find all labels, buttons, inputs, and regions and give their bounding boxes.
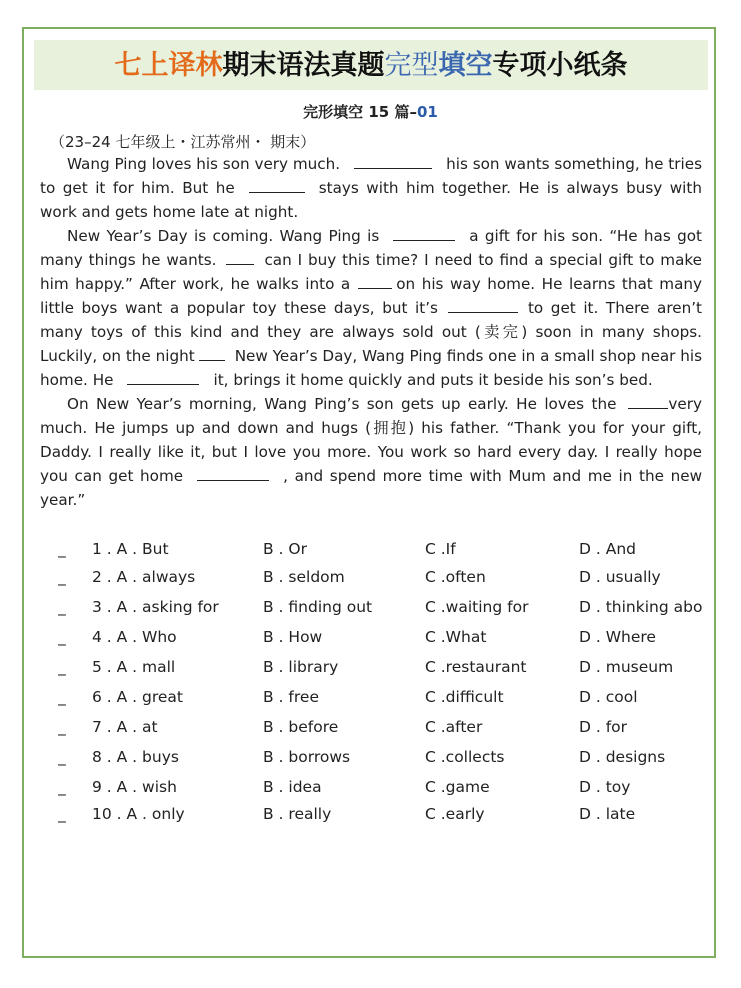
option-b: B . borrows [263,748,351,766]
option-b: B . seldom [263,568,345,586]
option-a: 7 . A . at [92,718,158,736]
answer-slot[interactable]: _ [58,778,66,796]
option-b: B . before [263,718,339,736]
page-title [34,40,708,90]
option-c: C .after [425,718,483,736]
option-a: 9 . A . wish [92,778,177,796]
option-b: B . Or [263,540,307,558]
section-subtitle [0,101,741,122]
question-row [58,540,708,564]
answer-slot[interactable]: _ [58,568,66,586]
answer-blank [393,225,455,241]
answer-blank [249,177,305,193]
passage-text: New Year’s Day is coming. Wang Ping is [67,227,380,245]
option-c: C .collects [425,748,505,766]
passage-text: New Year’s Day, Wang Ping finds one in a small shop near his home. He [40,347,702,389]
option-c: C .What [425,628,487,646]
passage-text: his son wants something, he tries to get it for him. But he [40,155,702,197]
answer-slot[interactable]: _ [58,718,66,736]
answer-slot[interactable]: _ [58,748,66,766]
question-row [58,688,708,712]
option-d: D . And [579,540,636,558]
passage-text: Wang Ping loves his son very much. [67,155,341,173]
title-part-5: 专项小纸条 [492,50,628,81]
question-row [58,748,708,772]
question-row [58,718,708,742]
option-c: C .early [425,805,485,823]
question-row [58,805,708,829]
answer-blank [199,345,225,361]
answer-slot[interactable]: _ [58,805,66,823]
passage-text: it, brings it home quickly and puts it beside his son’s bed. [213,371,653,389]
option-d: D . toy [579,778,631,796]
option-b: B . How [263,628,323,646]
option-b: B . idea [263,778,322,796]
option-a: 5 . A . mall [92,658,176,676]
passage-text: On New Year’s morning, Wang Ping’s son gets up early. He loves the [67,395,617,413]
passage-text: to get it. There aren’t many toys of this kind and they are always sold out (卖完) soon in many shops. Luckily, on the night [40,299,703,365]
option-d: D . designs [579,748,666,766]
option-c: C .waiting for [425,598,529,616]
answer-slot[interactable]: _ [58,688,66,706]
option-c: C .game [425,778,490,796]
answer-slot[interactable]: _ [58,658,66,676]
passage-text: can I buy this time? I need to find a special gift to make him happy.” After work, he walks into a [40,251,702,293]
answer-slot[interactable]: _ [58,598,66,616]
option-a: 2 . A . always [92,568,196,586]
exam-source: （23–24 七年级上・江苏常州・ 期末） [50,133,316,151]
answer-blank [197,465,269,481]
option-d: D . cool [579,688,638,706]
title-part-4: 填空 [438,50,493,81]
answer-blank [127,369,199,385]
option-c: C .often [425,568,486,586]
option-c: C .restaurant [425,658,527,676]
answer-blank [226,249,254,265]
answer-slot[interactable]: _ [58,628,66,646]
answer-blank [354,153,432,169]
question-row [58,628,708,652]
option-a: 6 . A . great [92,688,184,706]
option-d: D . Where [579,628,656,646]
option-b: B . really [263,805,332,823]
title-part-2: 期末语法真题 [222,50,385,81]
subtitle-text: 完形填空 15 篇– [303,103,417,121]
passage-text: on his way home. He learns that many little boys want a popular toy these days, but it’s [40,275,702,317]
option-b: B . finding out [263,598,373,616]
passage-text: , and spend more time with Mum and me in the new year.” [40,467,702,509]
paragraph-3 [40,392,702,512]
passage-text: very much. He jumps up and down and hugs (拥抱) his father. “Thank you for your gift, Daddy. I really like it, but I love you more. You work so hard every day. I really hope you can get home [40,395,702,485]
question-row [58,778,708,802]
option-d: D . late [579,805,636,823]
subtitle-number: 01 [416,103,438,121]
option-a: 1 . A . But [92,540,169,558]
question-row [58,598,708,622]
title-part-3: 完型 [384,50,439,81]
answer-blank [628,393,668,409]
option-a: 8 . A . buys [92,748,179,766]
option-c: C .If [425,540,456,558]
cloze-passage [40,152,702,512]
option-b: B . free [263,688,319,706]
answer-blank [448,297,518,313]
option-a: 10 . A . only [92,805,185,823]
option-d: D . for [579,718,628,736]
option-a: 4 . A . Who [92,628,177,646]
option-d: D . museum [579,658,674,676]
option-d: D . thinking abo [579,598,703,616]
option-d: D . usually [579,568,661,586]
paragraph-1 [40,152,702,224]
question-row [58,568,708,592]
paragraph-2 [40,224,702,392]
option-a: 3 . A . asking for [92,598,219,616]
question-row [58,658,708,682]
passage-text: a gift for his son. “He has got many things he wants. [40,227,702,269]
title-part-1: 七上译林 [114,50,223,81]
option-b: B . library [263,658,339,676]
answer-blank [358,273,392,289]
passage-text: stays with him together. He is always busy with work and gets home late at night. [40,179,702,221]
option-c: C .difficult [425,688,504,706]
answer-slot[interactable]: _ [58,540,66,558]
